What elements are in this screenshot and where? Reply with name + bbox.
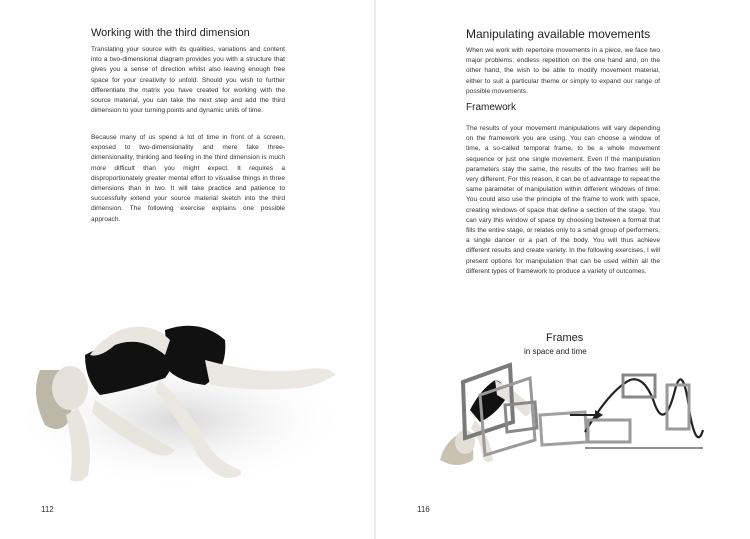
dancer-photo	[0, 300, 375, 500]
dancer-in-frames	[440, 365, 587, 465]
left-paragraph-2: Because many of us spend a lot of time in front of a screen, exposed to two-dimensionality and mere fake three-dimensionality, thinking and feeling in the third dimension is much more difficult than you might expect. It requires a disproportionately greater mental effort to visualise things in three dimensions than in two. It will take practice and patience to successfully extend your source material sketch into the third dimension. The following exercise explains one possible approach.	[91, 134, 285, 223]
right-intro-paragraph: When we work with repertoire movements in a piece, we face two major problems: endless repetition on the one hand and, on the other hand, the wish to be able to modify movement material, either to suit a particular theme or simply to expand our range of possible movements.	[466, 47, 660, 95]
figure-subtitle: in space and time	[524, 347, 587, 356]
figure-title: Frames	[546, 332, 584, 344]
right-page	[375, 0, 750, 539]
left-page-heading: Working with the third dimension	[91, 27, 250, 39]
framework-subheading: Framework	[466, 102, 517, 113]
time-frames-graph	[585, 375, 703, 448]
left-page-number: 112	[41, 505, 54, 514]
frames-illustration	[435, 320, 705, 480]
framework-paragraph: The results of your movement manipulations will vary depending on the framework you are using. You can choose a window of time, a so-called temporal frame, to be a whole movement sequence or just one single movement. Even if the manipulation parameters stay the same, the results of the two frames will be very different. For this reason, it can be of advantage to repeat the same parameter of manipulation within different windows of time. You could also use the principle of the frame to work with space, creating windows of space that define a section of the stage. You can vary this window of space by choosing between a format that fills the entire stage, or relates only to a small group of performers, a single dancer or a part of the body. You will thus achieve different results and create variety. In the following exercises, I will present options for manipulation that can be used within all the different types of framework to produce a variety of outcomes.	[466, 125, 660, 275]
right-page-heading: Manipulating available movements	[466, 27, 651, 41]
right-page-number: 116	[417, 505, 430, 514]
left-paragraph-1: Translating your source with its qualities, variations and content into a two-dimensional diagram provides you with a structure that gives you a sense of direction whilst also leaving enough free space for your creativity to unfold. Should you wish to further differentiate the matrix you have created for working with the source material, you can take the next step and add the third dimension to your turning points and dynamic units of time.	[91, 46, 285, 115]
